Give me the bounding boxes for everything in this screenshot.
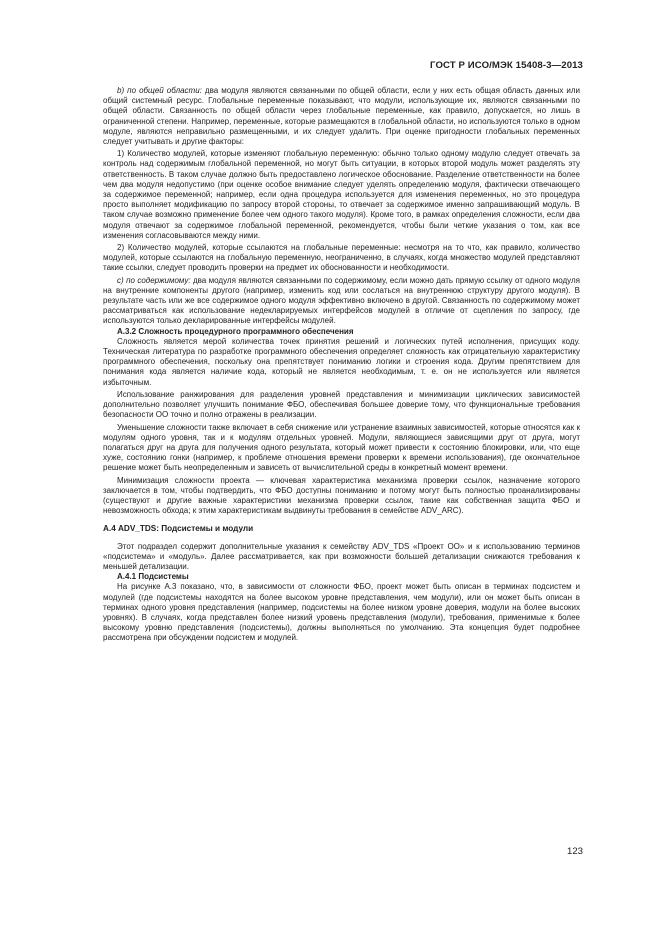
paragraph-common-coupling	[103, 86, 580, 147]
document-body	[103, 86, 580, 644]
paragraph-layering: Использование ранжирования для разделения уровней представления и минимизации циклических зависимостей дополнительно позволяет улучшить понимание ФБО, обеспечивая большее доверие тому, что функциональные требования безопасности ОО точно и полно отражены в реализации.	[103, 389, 580, 420]
paragraph-tds-intro: Этот подраздел содержит дополнительные указания к семейству ADV_TDS «Проект ОО» и к использованию терминов «подсистема» и «модуль». Далее рассматривается, как при возможности большей детализации снижаются требования к меньшей детализации.	[103, 541, 580, 571]
paragraph-mutual-dependencies: Уменьшение сложности также включает в себя снижение или устранение взаимных зависимостей, которые относятся как к модулям одного уровня, так и к модулям отдельных уровней. Модули, являющиеся зависящими друг от друга, могут полагаться друг на друга для получения одного результата, который может привести к состоянию блокировки, или, что еще хуже, состоянию гонки (например, к проблеме отношения времени проверки к времени использования), где окончательное решение может быть неопределенным и зависеть от вычислительной среды в конкретный момент времени.	[103, 422, 580, 473]
page-number: 123	[566, 846, 583, 857]
paragraph-content-coupling	[103, 276, 580, 327]
paragraph-modules-reference: 2) Количество модулей, которые ссылаются на глобальные переменные: несмотря на то что, как правило, количество модулей, которые ссылаются на глобальную переменную, неограниченно, в случаях, когда множество модулей представляют такие ссылки, следует проводить проверки на предмет их обоснованности и необходимости.	[103, 243, 580, 273]
paragraph-subsystems: На рисунке А.3 показано, что, в зависимости от сложности ФБО, проект может быть описан в терминах подсистем и модулей (где подсистемы находятся на более высоком уровне представления, чем модули), или он может быть описан в терминах одного уровня представления (например, подсистемы на более низком уровне доверия, модули на более высоких уровнях). В случаях, когда представлен более низкий уровень представления (модули), требования, применимые к более высокому уровню представления (подсистемы), должны выполняться по умолчанию. Эта концепция будет подробнее рассмотрена при обсуждении подсистем и модулей.	[103, 582, 580, 643]
paragraph-complexity: Сложность является мерой количества точек принятия решений и логических путей исполнения, присущих коду. Техническая литература по разработке программного обеспечения определяет сложность как отрицательную характеристику программного обеспечения, поскольку она препятствует пониманию логики и строения кода. Другим препятствием для понимания кода является наличие кода, который не является необходимым, т. е. он не используется или является избыточным.	[103, 336, 580, 387]
paragraph-modules-modify: 1) Количество модулей, которые изменяют глобальную переменную: обычно только одному модулю следует отвечать за контроль над содержимым глобальной переменной, но могут быть ситуации, в которых второй модуль может разделять эту ответственность. В таком случае должно быть предоставлено логическое обоснование. Разделение ответственности на более чем два модуля недопустимо (при оценке особое внимание следует уделять определению модуля, фактически отвечающего за содержимое переменной; например, если одна процедура используется для изменения переменных, но это процедура просто выполняет модификацию по запросу второй стороны, то отвечает за содержимое именно запрашивающий модуль. В таком случае возможно применение более чем одного такого модуля). Кроме того, в рамках определения сложности, если два модуля отвечают за содержимое глобальной переменной, рекомендуется, чтобы были четкие указания о том, как все изменения согласовываются между ними.	[103, 149, 580, 240]
document-code-header: ГОСТ Р ИСО/МЭК 15408-3—2013	[430, 60, 583, 71]
paragraph-label: b) по общей области:	[117, 86, 202, 95]
heading-a32: А.3.2 Сложность процедурного программного обеспечения	[117, 326, 354, 336]
heading-a41: А.4.1 Подсистемы	[117, 572, 189, 582]
paragraph-text: два модуля являются связанными по содержимому, если можно дать прямую ссылку от одного модуля на внутренние компоненты другого (например, изменить код или сослаться на внутреннюю структуру другого модуля). В результате часть или же все содержимое одного модуля эффективно включено в другой. Связанность по содержимому может рассматриваться как использование недекларируемых интерфейсов модулей в отличие от сцепления по запросу, где используются только декларированные интерфейсы модулей.	[103, 275, 580, 326]
paragraph-label: c) по содержимому:	[117, 275, 191, 285]
paragraph-text: два модуля являются связанными по общей области, если у них есть общая область данных или общий системный ресурс. Глобальные переменные показывают, что модули, использующие их, являются связанными по общей области. Связанность по общей области через глобальные переменные, как правило, допускается, но лишь в ограниченной степени. Например, переменные, которые размещаются в глобальной области, но используются только в одном модуле, являются неправильно размещенными, и их следует удалить. При оценке пригодности глобальных переменных следует учитывать и другие факторы:	[103, 86, 581, 147]
heading-a4: А.4 ADV_TDS: Подсистемы и модули	[103, 524, 254, 534]
paragraph-design-complexity: Минимизация сложности проекта — ключевая характеристика механизма проверки ссылок, назначение которого заключается в том, чтобы подтвердить, что ФБО доступны пониманию и потому могут быть полностью проанализированы (существуют и другие важные характеристики механизма проверки ссылок, такие как собственная защита ФБО и невозможность обхода; к этим характеристикам выдвинуты требования в семействе ADV_ARC).	[103, 475, 580, 516]
